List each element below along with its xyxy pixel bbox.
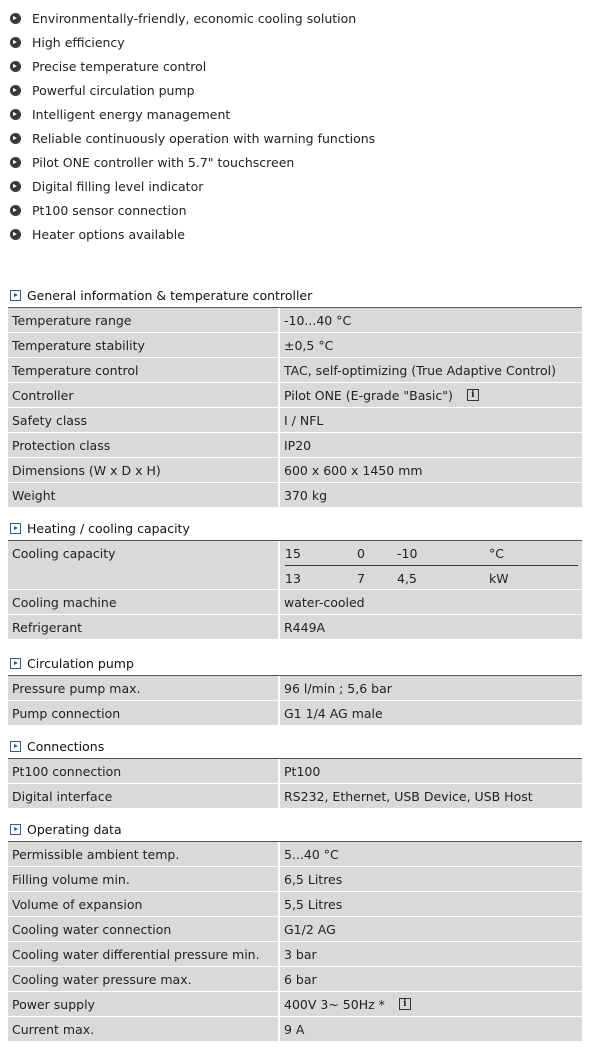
spec-value: TAC, self-optimizing (True Adaptive Control) xyxy=(284,362,557,378)
bullet-icon xyxy=(10,61,21,72)
spec-value: ±0,5 °C xyxy=(284,337,334,353)
table-row xyxy=(8,615,582,640)
section-general xyxy=(8,283,582,508)
table-row xyxy=(8,308,582,333)
spec-label: Pt100 connection xyxy=(8,759,280,783)
spec-value: 96 l/min ; 5,6 bar xyxy=(284,680,392,696)
capacity-value: 7 xyxy=(357,570,365,586)
spec-value: 600 x 600 x 1450 mm xyxy=(284,462,423,478)
capacity-line xyxy=(285,566,578,590)
spec-value: 400V 3~ 50Hz * xyxy=(284,996,385,1012)
list-item xyxy=(10,102,580,126)
spec-label: Pump connection xyxy=(8,701,280,725)
spec-value: 5,5 Litres xyxy=(284,896,343,912)
table-row xyxy=(8,892,582,917)
spec-value-cell xyxy=(280,383,582,407)
cooling-capacity-table xyxy=(280,541,582,589)
feature-text: Pt100 sensor connection xyxy=(32,202,187,218)
spec-label: Permissible ambient temp. xyxy=(8,842,280,866)
bullet-icon xyxy=(10,157,21,168)
spec-label: Temperature range xyxy=(8,308,280,332)
spec-label: Power supply xyxy=(8,992,280,1016)
expand-arrow-icon[interactable] xyxy=(10,824,21,835)
spec-label: Cooling machine xyxy=(8,590,280,614)
table-row xyxy=(8,917,582,942)
spec-label: Controller xyxy=(8,383,280,407)
capacity-value: 13 xyxy=(285,570,301,586)
expand-arrow-icon[interactable] xyxy=(10,290,21,301)
list-item xyxy=(10,150,580,174)
temp-value: 15 xyxy=(285,545,301,561)
spec-value: 9 A xyxy=(284,1021,305,1037)
spec-value: 3 bar xyxy=(284,946,317,962)
bullet-icon xyxy=(10,37,21,48)
section-title: Connections xyxy=(27,738,105,754)
table-row xyxy=(8,1017,582,1042)
spec-label: Volume of expansion xyxy=(8,892,280,916)
section-title: Operating data xyxy=(27,821,122,837)
spec-label: Cooling water differential pressure min. xyxy=(8,942,280,966)
temp-value: -10 xyxy=(397,545,418,561)
spec-label: Cooling water connection xyxy=(8,917,280,941)
list-item xyxy=(10,198,580,222)
list-item xyxy=(10,174,580,198)
expand-arrow-icon[interactable] xyxy=(10,523,21,534)
bullet-icon xyxy=(10,229,21,240)
feature-text: Pilot ONE controller with 5.7" touchscreen xyxy=(32,154,295,170)
table-row xyxy=(8,992,582,1017)
table-row xyxy=(8,867,582,892)
feature-text: Digital filling level indicator xyxy=(32,178,204,194)
info-icon[interactable]: i xyxy=(467,389,479,401)
table-row xyxy=(8,483,582,508)
section-connections xyxy=(8,734,582,809)
section-header[interactable] xyxy=(8,651,582,676)
spec-value: -10...40 °C xyxy=(284,312,352,328)
feature-text: Powerful circulation pump xyxy=(32,82,195,98)
section-header[interactable] xyxy=(8,817,582,842)
temperature-line xyxy=(285,541,578,566)
spec-value: G1 1/4 AG male xyxy=(284,705,383,721)
expand-arrow-icon[interactable] xyxy=(10,741,21,752)
temp-unit: °C xyxy=(489,545,504,561)
list-item xyxy=(10,126,580,150)
bullet-icon xyxy=(10,13,21,24)
cooling-capacity-row xyxy=(8,541,582,590)
bullet-icon xyxy=(10,181,21,192)
spec-value-cell xyxy=(280,992,582,1016)
spec-label: Temperature stability xyxy=(8,333,280,357)
table-row xyxy=(8,942,582,967)
spec-value: RS232, Ethernet, USB Device, USB Host xyxy=(284,788,533,804)
spec-value: 5...40 °C xyxy=(284,846,339,862)
spec-label: Filling volume min. xyxy=(8,867,280,891)
table-row xyxy=(8,458,582,483)
section-title: General information & temperature controller xyxy=(27,287,313,303)
table-row xyxy=(8,842,582,867)
table-row xyxy=(8,433,582,458)
spec-value: Pilot ONE (E-grade "Basic") xyxy=(284,387,453,403)
feature-text: High efficiency xyxy=(32,34,125,50)
spec-label: Pressure pump max. xyxy=(8,676,280,700)
bullet-icon xyxy=(10,109,21,120)
table-row xyxy=(8,333,582,358)
spec-label: Refrigerant xyxy=(8,615,280,639)
spec-label: Cooling capacity xyxy=(8,541,280,589)
list-item xyxy=(10,54,580,78)
section-title: Heating / cooling capacity xyxy=(27,520,190,536)
spec-label: Weight xyxy=(8,483,280,507)
table-row xyxy=(8,676,582,701)
spec-label: Digital interface xyxy=(8,784,280,808)
expand-arrow-icon[interactable] xyxy=(10,658,21,669)
feature-text: Precise temperature control xyxy=(32,58,207,74)
list-item xyxy=(10,222,580,246)
capacity-value: 4,5 xyxy=(397,570,417,586)
spec-label: Dimensions (W x D x H) xyxy=(8,458,280,482)
section-title: Circulation pump xyxy=(27,655,134,671)
bullet-icon xyxy=(10,205,21,216)
spec-value: 370 kg xyxy=(284,487,328,503)
spec-value: R449A xyxy=(284,619,326,635)
feature-text: Reliable continuously operation with warning functions xyxy=(32,130,376,146)
bullet-icon xyxy=(10,133,21,144)
spec-label: Current max. xyxy=(8,1017,280,1041)
spec-value: I / NFL xyxy=(284,412,324,428)
spec-value: 6,5 Litres xyxy=(284,871,343,887)
table-row xyxy=(8,784,582,809)
temp-value: 0 xyxy=(357,545,365,561)
spec-value: IP20 xyxy=(284,437,312,453)
list-item xyxy=(10,6,580,30)
spec-value: water-cooled xyxy=(284,594,365,610)
section-header[interactable] xyxy=(8,283,582,308)
spec-value: Pt100 xyxy=(284,763,321,779)
feature-list xyxy=(10,6,580,246)
list-item xyxy=(10,30,580,54)
table-row xyxy=(8,967,582,992)
info-icon[interactable]: i xyxy=(399,998,411,1010)
section-header[interactable] xyxy=(8,516,582,541)
feature-text: Heater options available xyxy=(32,226,185,242)
feature-text: Environmentally-friendly, economic cooling solution xyxy=(32,10,357,26)
bullet-icon xyxy=(10,85,21,96)
table-row xyxy=(8,759,582,784)
capacity-unit: kW xyxy=(489,570,509,586)
spec-label: Cooling water pressure max. xyxy=(8,967,280,991)
section-operating-data xyxy=(8,817,582,1042)
section-header[interactable] xyxy=(8,734,582,759)
spec-label: Safety class xyxy=(8,408,280,432)
spec-label: Temperature control xyxy=(8,358,280,382)
spec-value: G1/2 AG xyxy=(284,921,336,937)
table-row xyxy=(8,408,582,433)
spec-label: Protection class xyxy=(8,433,280,457)
section-circulation-pump xyxy=(8,651,582,726)
section-heating-cooling xyxy=(8,516,582,640)
table-row xyxy=(8,358,582,383)
list-item xyxy=(10,78,580,102)
spec-value: 6 bar xyxy=(284,971,317,987)
feature-text: Intelligent energy management xyxy=(32,106,231,122)
table-row xyxy=(8,590,582,615)
table-row xyxy=(8,701,582,726)
table-row xyxy=(8,383,582,408)
